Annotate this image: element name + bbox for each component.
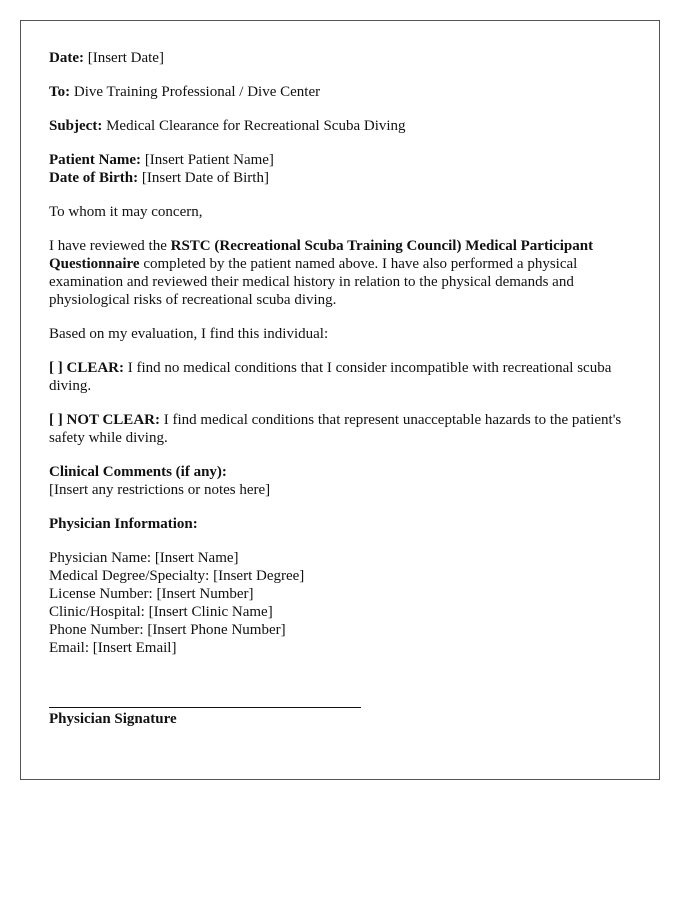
clear-label: [ ] CLEAR:: [49, 360, 124, 376]
physician-section-title: [49, 515, 639, 533]
physician-email: Email: [Insert Email]: [49, 640, 177, 656]
to-value: Dive Training Professional / Dive Center: [73, 84, 321, 100]
clear-text: I find no medical conditions that I consider incompatible with recreational scuba diving.: [49, 360, 612, 394]
date-value: [Insert Date]: [87, 50, 164, 66]
date-line: [49, 49, 639, 67]
comments-heading: [49, 463, 639, 481]
physician-degree: Medical Degree/Specialty: [Insert Degree]: [49, 568, 305, 584]
subject-line: [49, 117, 639, 135]
physician-info-heading: Physician Information:: [49, 516, 198, 532]
to-label: To:: [49, 84, 71, 100]
review-rest: completed by the patient named above. I have also performed a physical examination and reviewed their medical history in relation to the physical demands and physiological risks of recreational scuba diving.: [49, 256, 578, 308]
physician-clinic: Clinic/Hospital: [Insert Clinic Name]: [49, 604, 273, 620]
not-clear-option: [49, 411, 639, 447]
not-clear-text: I find medical conditions that represent unacceptable hazards to the patient's safety while diving.: [49, 412, 622, 446]
review-paragraph: [49, 237, 639, 309]
evaluation-statement: Based on my evaluation, I find this individual:: [49, 326, 329, 342]
physician-license: License Number: [Insert Number]: [49, 586, 254, 602]
salutation: To whom it may concern,: [49, 204, 203, 220]
review-questionnaire-name: RSTC (Recreational Scuba Training Council) Medical Participant Questionnaire: [49, 238, 594, 272]
comments-label: Clinical Comments (if any):: [49, 464, 227, 480]
physician-name: Physician Name: [Insert Name]: [49, 550, 239, 566]
letter-content: [49, 49, 639, 728]
patient-dob-label: Date of Birth:: [49, 170, 139, 186]
signature-label: Physician Signature: [49, 711, 177, 727]
patient-name-value: [Insert Patient Name]: [144, 152, 274, 168]
patient-dob-line: [49, 169, 639, 187]
not-clear-label: [ ] NOT CLEAR:: [49, 412, 160, 428]
physician-phone: Phone Number: [Insert Phone Number]: [49, 622, 286, 638]
patient-dob-value: [Insert Date of Birth]: [141, 170, 269, 186]
to-line: [49, 83, 639, 101]
patient-name-label: Patient Name:: [49, 152, 142, 168]
signature-line: [49, 707, 361, 708]
comments-value: [Insert any restrictions or notes here]: [49, 482, 271, 498]
patient-name-line: [49, 151, 639, 169]
subject-label: Subject:: [49, 118, 103, 134]
subject-value: Medical Clearance for Recreational Scuba Diving: [106, 118, 406, 134]
review-intro: I have reviewed the: [49, 238, 167, 254]
date-label: Date:: [49, 50, 84, 66]
letter-document: [20, 20, 660, 780]
clear-option: [49, 359, 639, 395]
